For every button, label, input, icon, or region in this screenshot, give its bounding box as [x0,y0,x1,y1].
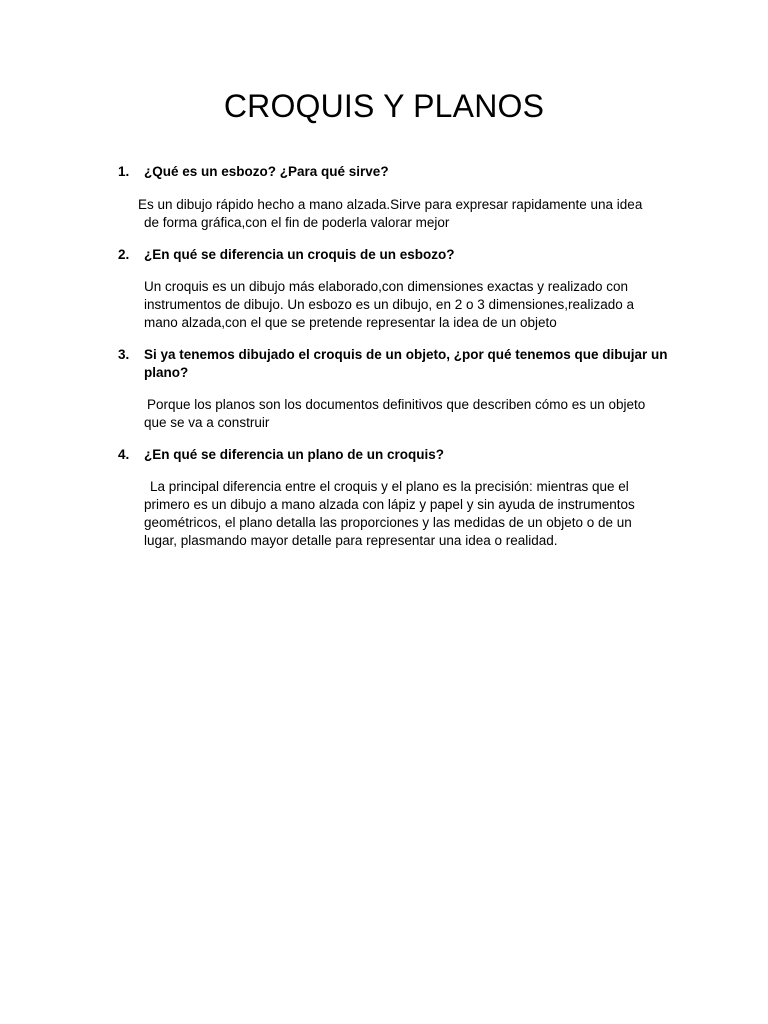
answer-line: que se va a construir [144,415,270,430]
answer-line: geométricos, el plano detalla las proporciones y las medidas de un objeto o de un [144,515,632,530]
question-4 [118,446,678,464]
answer-2 [144,278,634,332]
answer-line: lugar, plasmando mayor detalle para representar una idea o realidad. [144,533,558,548]
question-text: ¿En qué se diferencia un plano de un croquis? [144,447,445,462]
answer-line: La principal diferencia entre el croquis y el plano es la precisión: mientras que el [150,479,629,494]
answer-3 [144,396,645,432]
answer-line: Un croquis es un dibujo más elaborado,con dimensiones exactas y realizado con [144,279,629,294]
answer-line: Porque los planos son los documentos definitivos que describen cómo es un objeto [147,397,646,412]
answer-4 [144,478,635,550]
answer-1 [138,196,642,232]
answer-line: instrumentos de dibujo. Un esbozo es un dibujo, en 2 o 3 dimensiones,realizado a [144,297,635,312]
question-2 [118,246,678,264]
question-text: ¿Qué es un esbozo? ¿Para qué sirve? [144,164,389,179]
answer-line: mano alzada,con el que se pretende representar la idea de un objeto [144,315,557,330]
question-1 [118,163,678,181]
question-number: 3. [118,347,130,362]
question-text: Si ya tenemos dibujado el croquis de un objeto, ¿por qué tenemos que dibujar un plano? [144,347,668,380]
question-number: 1. [118,164,130,179]
answer-line: de forma gráfica,con el fin de poderla valorar mejor [144,215,450,230]
answer-line: primero es un dibujo a mano alzada con lápiz y papel y sin ayuda de instrumentos [144,497,635,512]
question-number: 4. [118,447,130,462]
answer-line: Es un dibujo rápido hecho a mano alzada.Sirve para expresar rapidamente una idea [138,197,643,212]
question-text: ¿En qué se diferencia un croquis de un esbozo? [144,247,455,262]
question-3 [118,346,678,382]
question-number: 2. [118,247,130,262]
document-title: CROQUIS Y PLANOS [223,88,545,124]
